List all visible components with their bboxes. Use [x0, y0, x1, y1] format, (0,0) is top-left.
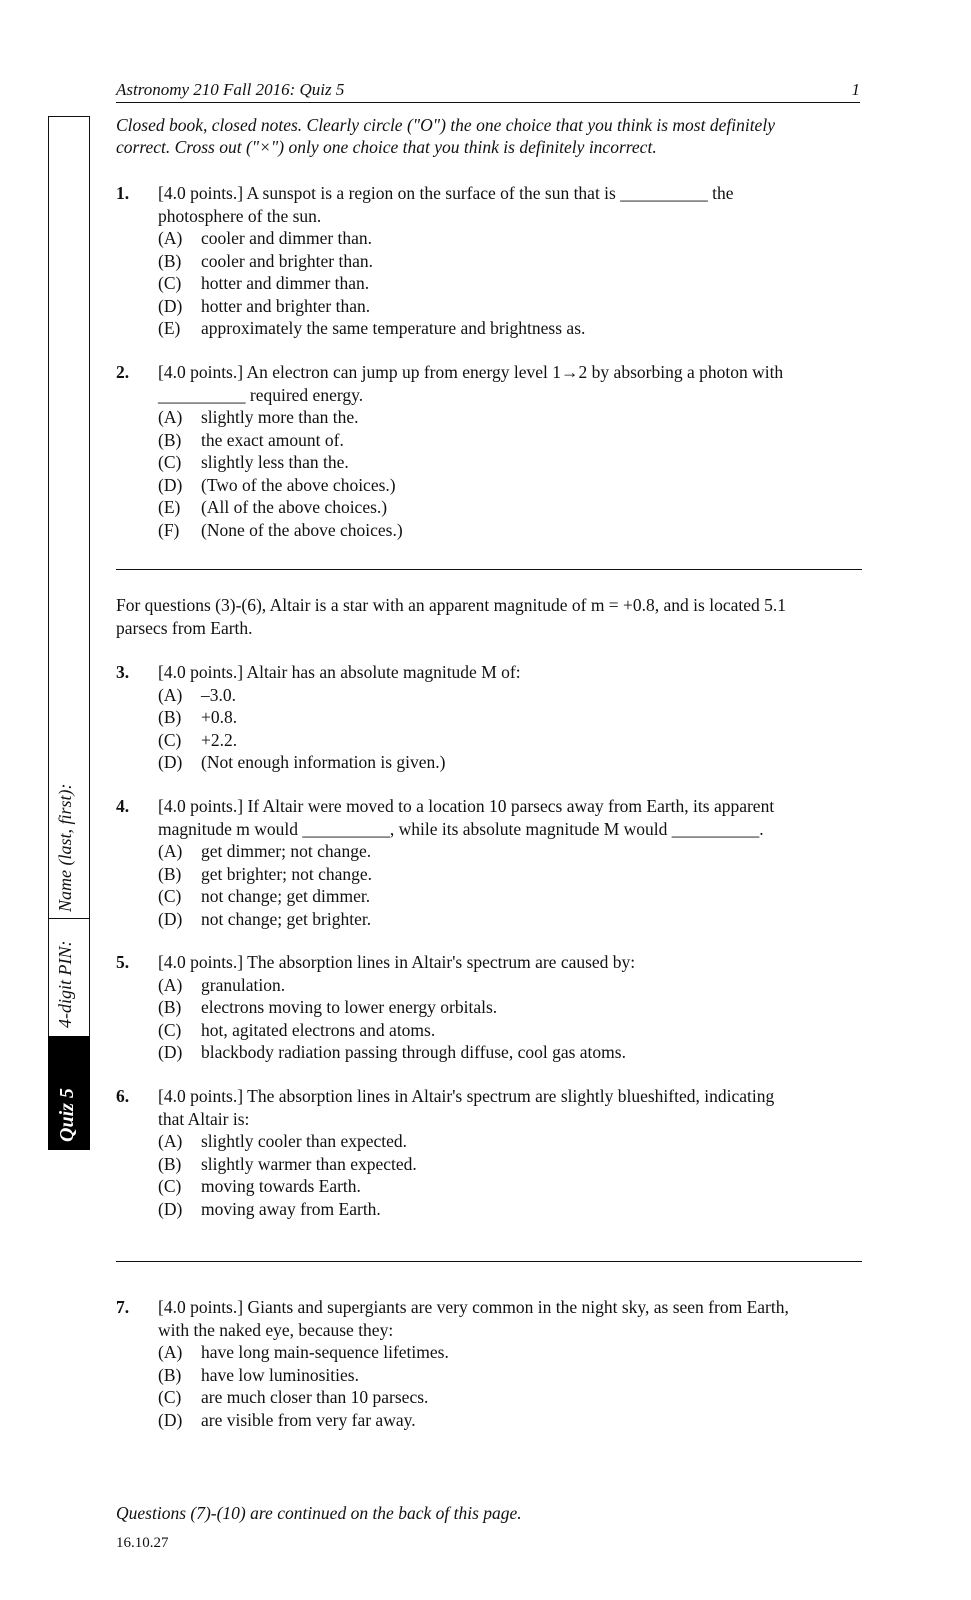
intro-line: parsecs from Earth.	[116, 617, 253, 638]
choice-label: (B)	[158, 1153, 182, 1174]
page-header	[116, 80, 860, 103]
question-stem: magnitude m would __________, while its absolute magnitude M would __________.	[158, 818, 764, 839]
intro-line: For questions (3)-(6), Altair is a star with an apparent magnitude of m = +0.8, and is located 5.1	[116, 595, 787, 615]
question-stem: __________ required energy.	[158, 384, 364, 405]
question-stem: [4.0 points.] An electron can jump up from energy level 1→2 by absorbing a photon with	[158, 362, 784, 382]
choice-f[interactable]	[158, 519, 866, 542]
question-number: 3.	[116, 662, 130, 682]
question-3	[116, 661, 866, 774]
question-stem: [4.0 points.] A sunspot is a region on the surface of the sun that is __________ the	[158, 183, 734, 203]
choice-d[interactable]	[158, 474, 866, 497]
choice-label: (D)	[158, 474, 183, 495]
choice-a[interactable]	[158, 227, 866, 250]
version-date: 16.10.27	[116, 1535, 169, 1551]
choice-d[interactable]	[158, 908, 866, 931]
question-6	[116, 1085, 866, 1220]
choice-text: get brighter; not change.	[201, 863, 373, 884]
choice-a[interactable]	[158, 974, 866, 997]
choice-text: the exact amount of.	[201, 429, 344, 450]
choice-label: (E)	[158, 497, 181, 517]
choice-text: cooler and brighter than.	[201, 250, 374, 271]
choice-c[interactable]	[158, 885, 866, 908]
choice-text: (All of the above choices.)	[201, 497, 388, 517]
choice-text: hotter and dimmer than.	[201, 273, 370, 293]
choice-label: (F)	[158, 519, 180, 540]
choice-e[interactable]	[158, 496, 866, 519]
choice-b[interactable]	[158, 250, 866, 273]
choice-label: (E)	[158, 318, 181, 338]
question-7	[116, 1296, 866, 1431]
sidebar-divider	[48, 918, 90, 919]
choice-text: get dimmer; not change.	[201, 841, 372, 861]
choice-label: (A)	[158, 1131, 183, 1151]
choice-b[interactable]	[158, 1364, 866, 1387]
question-1	[116, 182, 866, 340]
instructions	[116, 114, 856, 158]
choice-label: (D)	[158, 295, 183, 316]
choice-a[interactable]	[158, 684, 866, 707]
choice-label: (C)	[158, 1019, 182, 1040]
question-5	[116, 951, 866, 1064]
choice-text: not change; get dimmer.	[201, 886, 371, 906]
choice-b[interactable]	[158, 863, 866, 886]
question-stem: with the naked eye, because they:	[158, 1319, 394, 1340]
name-field-label[interactable]: Name (last, first):	[55, 783, 75, 912]
choice-text: moving away from Earth.	[201, 1198, 381, 1219]
quiz-title: Astronomy 210 Fall 2016: Quiz 5	[116, 80, 345, 99]
choice-text: moving towards Earth.	[201, 1176, 361, 1196]
question-stem: [4.0 points.] Giants and supergiants are very common in the night sky, as seen from Earth,	[158, 1297, 789, 1317]
section-divider	[116, 569, 862, 570]
choice-text: electrons moving to lower energy orbitals.	[201, 997, 498, 1017]
choice-label: (A)	[158, 684, 183, 705]
question-number: 1.	[116, 183, 130, 203]
choice-label: (C)	[158, 1176, 182, 1196]
question-stem: that Altair is:	[158, 1108, 250, 1129]
choice-c[interactable]	[158, 729, 866, 752]
question-number: 7.	[116, 1297, 130, 1317]
choice-text: slightly more than the.	[201, 407, 359, 427]
choice-label: (D)	[158, 1042, 183, 1062]
continued-note: Questions (7)-(10) are continued on the back of this page.	[116, 1503, 522, 1523]
question-stem: [4.0 points.] Altair has an absolute magnitude M of:	[158, 662, 521, 682]
choice-label: (B)	[158, 250, 182, 271]
choice-c[interactable]	[158, 451, 866, 474]
question-stem: [4.0 points.] If Altair were moved to a location 10 parsecs away from Earth, its apparent	[158, 796, 775, 816]
question-4	[116, 795, 866, 930]
choice-label: (B)	[158, 997, 182, 1017]
choice-text: slightly cooler than expected.	[201, 1131, 408, 1151]
choice-c[interactable]	[158, 272, 866, 295]
choice-text: slightly less than the.	[201, 452, 349, 472]
choice-text: hot, agitated electrons and atoms.	[201, 1019, 436, 1040]
choice-label: (B)	[158, 863, 182, 884]
choice-b[interactable]	[158, 1153, 866, 1176]
question-number: 2.	[116, 362, 130, 382]
choice-label: (C)	[158, 273, 182, 293]
choice-label: (D)	[158, 752, 183, 772]
choice-d[interactable]	[158, 1409, 866, 1432]
choice-label: (B)	[158, 707, 182, 727]
choice-text: granulation.	[201, 974, 286, 995]
question-2	[116, 361, 866, 541]
choice-text: have long main-sequence lifetimes.	[201, 1342, 449, 1362]
choice-text: –3.0.	[201, 684, 236, 705]
choice-a[interactable]	[158, 840, 866, 863]
choice-label: (C)	[158, 1387, 182, 1407]
choice-a[interactable]	[158, 1130, 866, 1153]
choice-d[interactable]	[158, 1041, 866, 1064]
choice-b[interactable]	[158, 996, 866, 1019]
choice-d[interactable]	[158, 295, 866, 318]
choice-label: (A)	[158, 1342, 183, 1362]
choice-c[interactable]	[158, 1386, 866, 1409]
choice-d[interactable]	[158, 1198, 866, 1221]
pin-field-label[interactable]: 4-digit PIN:	[55, 940, 75, 1028]
quiz-label: Quiz 5	[56, 1088, 78, 1142]
choice-label: (C)	[158, 886, 182, 906]
question-stem: photosphere of the sun.	[158, 205, 322, 226]
choice-label: (A)	[158, 228, 183, 248]
choice-d[interactable]	[158, 751, 866, 774]
choice-text: cooler and dimmer than.	[201, 228, 373, 248]
choice-text: (Two of the above choices.)	[201, 474, 396, 495]
choice-a[interactable]	[158, 406, 866, 429]
page-number: 1	[851, 80, 860, 99]
instructions-line: Closed book, closed notes. Clearly circle ("O") the one choice that you think is most definitely	[116, 115, 775, 135]
question-stem: [4.0 points.] The absorption lines in Altair's spectrum are caused by:	[158, 952, 636, 972]
question-stem: [4.0 points.] The absorption lines in Altair's spectrum are slightly blueshifted, indicating	[158, 1086, 775, 1106]
choice-text: +0.8.	[201, 707, 238, 727]
question-number: 6.	[116, 1086, 130, 1106]
choice-label: (B)	[158, 429, 182, 450]
choice-label: (A)	[158, 841, 183, 861]
choice-b[interactable]	[158, 706, 866, 729]
choice-label: (D)	[158, 1409, 183, 1430]
choice-c[interactable]	[158, 1019, 866, 1042]
choice-label: (D)	[158, 1198, 183, 1219]
choice-label: (C)	[158, 729, 182, 750]
choice-text: +2.2.	[201, 729, 238, 750]
choice-b[interactable]	[158, 429, 866, 452]
choice-label: (B)	[158, 1364, 182, 1385]
choice-text: not change; get brighter.	[201, 908, 372, 929]
question-number: 4.	[116, 796, 130, 816]
choice-label: (A)	[158, 407, 183, 427]
section-divider	[116, 1261, 862, 1262]
choice-text: approximately the same temperature and brightness as.	[201, 318, 586, 338]
choice-text: blackbody radiation passing through diffuse, cool gas atoms.	[201, 1042, 626, 1062]
question-number: 5.	[116, 952, 130, 972]
instructions-line: correct. Cross out ("×") only one choice that you think is definitely incorrect.	[116, 137, 657, 157]
choice-text: (Not enough information is given.)	[201, 752, 446, 772]
choice-text: (None of the above choices.)	[201, 519, 403, 540]
choice-text: slightly warmer than expected.	[201, 1153, 417, 1174]
choice-label: (A)	[158, 974, 183, 995]
choice-text: hotter and brighter than.	[201, 295, 371, 316]
choice-text: have low luminosities.	[201, 1364, 359, 1385]
choice-e[interactable]	[158, 317, 866, 340]
choice-a[interactable]	[158, 1341, 866, 1364]
altair-intro	[116, 594, 856, 639]
choice-label: (C)	[158, 452, 182, 472]
choice-text: are visible from very far away.	[201, 1409, 416, 1430]
choice-c[interactable]	[158, 1175, 866, 1198]
choice-label: (D)	[158, 908, 183, 929]
choice-text: are much closer than 10 parsecs.	[201, 1387, 429, 1407]
